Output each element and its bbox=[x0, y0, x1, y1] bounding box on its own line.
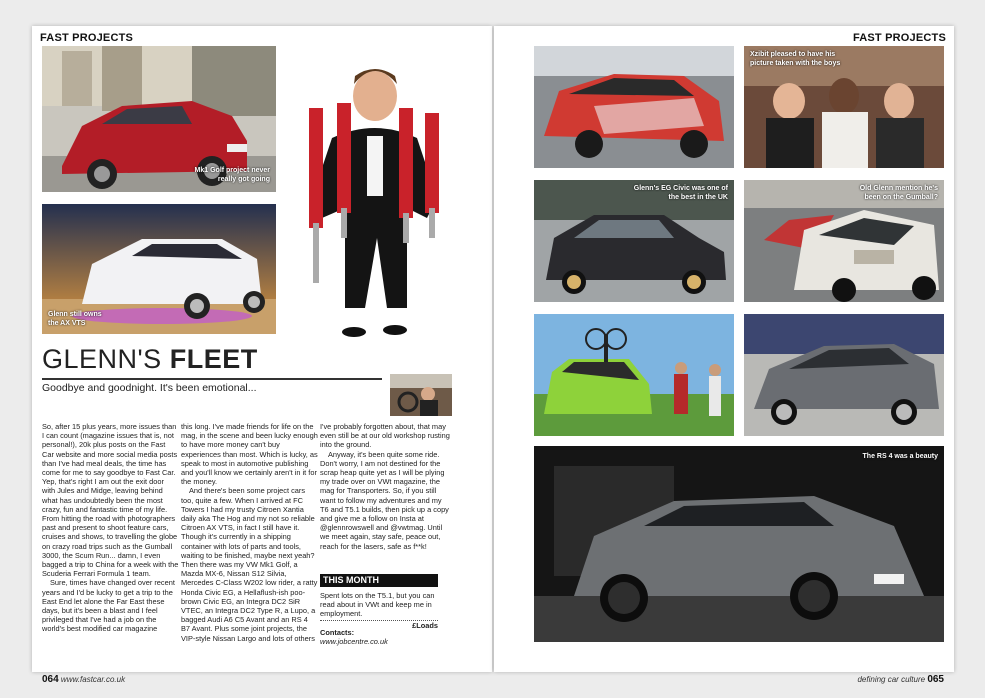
this-month-heading: THIS MONTH bbox=[320, 574, 438, 587]
right-page bbox=[494, 26, 954, 685]
golf-caption: Mk1 Golf project never really got going bbox=[194, 167, 270, 183]
car-interior-photo bbox=[390, 374, 452, 416]
ax-photo bbox=[42, 204, 276, 334]
this-month-text: Spent lots on the T5.1, but you can read about in VWt and keep me in employment. bbox=[320, 591, 435, 619]
title-rule bbox=[42, 378, 382, 380]
contacts bbox=[320, 628, 438, 646]
xzibit-caption: Xzibit pleased to have his picture taken with the boys bbox=[750, 51, 841, 67]
body-column-1 bbox=[42, 422, 179, 634]
paragraph: this long. I've made friends for life on the mag, in the scene and been lucky enough to have more money can't buy experiences than most. Which is lucky, as speak to most in automotive publishing and you'll know we certainly aren't in it for the money. bbox=[181, 422, 318, 487]
contacts-label: Contacts: bbox=[320, 628, 355, 637]
this-month-cost: £Loads bbox=[320, 620, 438, 630]
golf-photo bbox=[42, 46, 276, 192]
gumball-caption: Old Glenn mention he's been on the Gumball? bbox=[859, 185, 938, 201]
a6-photo bbox=[744, 314, 944, 436]
left-page bbox=[32, 26, 492, 685]
paragraph: So, after 15 plus years, more issues than I can count (magazine issues that is, not personal!), 20k plus posts on the Fast Car website and more social media posts than I've had meal deals, the time has come for me to say goodbye to Fast Car. Yep, that's right I am out the exit door with Jules and Midge, leaving behind what has undoubtedly been the most crazy, fun and fantastic time of my life. From hitting the road with photographers past and present to shoot feature cars, cruises and shows, to travelling the globe on crazy road trips such as the Gumball 3000, the Scum Run... damn, I even bagged a trip to China for a week with the Scuderia Ferrari Formula 1 team. bbox=[42, 422, 179, 579]
body-column-2 bbox=[181, 422, 318, 643]
civic-photo bbox=[534, 180, 734, 302]
rs4-photo bbox=[534, 446, 944, 642]
drift-car-photo bbox=[534, 46, 734, 168]
paragraph: I've probably forgotten about, that may even still be at our old workshop rusting into the ground. bbox=[320, 422, 450, 450]
left-footer: 064 www.fastcar.co.uk bbox=[42, 674, 126, 685]
paragraph: Sure, times have changed over recent years and I'd be lucky to get a trip to the East End let alone the Far East these days, but it's been a blast and I feel privileged that I've had a job on the world's best modified car magazine bbox=[42, 578, 175, 634]
rs4-caption: The RS 4 was a beauty bbox=[862, 453, 938, 460]
section-header: FAST PROJECTS bbox=[852, 32, 946, 44]
gumball-photo bbox=[744, 180, 944, 302]
xzibit-photo bbox=[744, 46, 944, 168]
civic-caption: Glenn's EG Civic was one of the best in the UK bbox=[633, 185, 728, 201]
this-month-body bbox=[320, 591, 438, 630]
paragraph: And there's been some project cars too, quite a few. When I arrived at FC Towers I had my trusty Citroen Xantia daily aka The Hog and my not so reliable Citroen AX VTS, in fact I still have it. Though it's currently in a shipping container with lots of parts and tools, waiting to be finished, maybe next yeah? Then there was my VW Mk1 Golf, a Mazda MX-6, Nissan S12 Silvia, Mercedes C-Class W202 low rider, a ratty Honda Civic EG, a Hellaflush-ish poo-brown Civic EG, an Integra DC2 SiR VTEC, an Integra DC2 Type R, a Lupo, a bagged Audi A6 C5 Avant and an RS 4 B7 Avant. Plus some joint projects, the VIP-style Nissan Largo and lots of others bbox=[181, 486, 318, 643]
right-footer: defining car culture 065 bbox=[857, 674, 944, 685]
glenn-portrait bbox=[287, 48, 462, 348]
paragraph: Anyway, it's been quite some ride. Don't worry, I am not destined for the scrap heap quite yet as I will be plying my trade over on VWt magazine, the mag for Transporters. So, if you still want to follow my adventures and my T6 and T5.1 builds, then pick up a copy and give me a follow on Insta at @glennrowswell and @vwtmag. Until we meet again, stay safe, peace out, reach for the lasers, safe as f**k! bbox=[320, 449, 449, 551]
article-title: GLENN'S FLEET bbox=[42, 344, 258, 374]
lupo-photo bbox=[534, 314, 734, 436]
ax-caption: Glenn still owns the AX VTS bbox=[48, 311, 102, 327]
standfirst: Goodbye and goodnight. It's been emotional... bbox=[42, 382, 257, 394]
contacts-url[interactable]: www.jobcentre.co.uk bbox=[320, 637, 388, 646]
section-header: FAST PROJECTS bbox=[40, 32, 134, 44]
body-column-3 bbox=[320, 422, 452, 551]
